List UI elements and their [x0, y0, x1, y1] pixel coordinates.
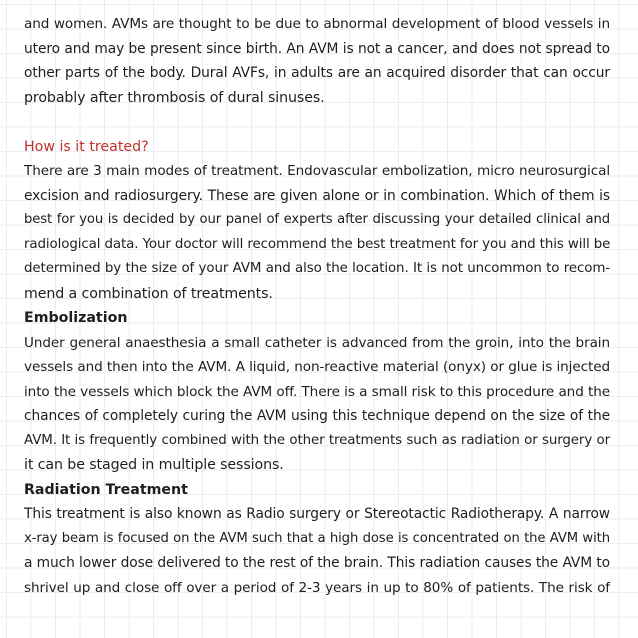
embolization-paragraph: [24, 331, 610, 478]
embolization-line: vessels and then into the AVM. A liquid, non-reactive material (onyx) or glue is injected: [24, 359, 610, 375]
section-heading-treatment: How is it treated?: [24, 138, 149, 155]
treatment-line: There are 3 main modes of treatment. Endovascular embolization, micro neurosurgical: [24, 163, 610, 179]
embolization-line: chances of completely curing the AVM using this technique depend on the size of the: [24, 408, 610, 424]
treatment-line: mend a combination of treatments.: [24, 285, 273, 302]
embolization-line: Under general anaesthesia a small catheter is advanced from the groin, into the brain: [24, 334, 610, 351]
treatment-line: best for you is decided by our panel of experts after discussing your detailed clinical and: [24, 212, 610, 227]
subheading-embolization: Embolization: [24, 310, 128, 326]
intro-paragraph: [24, 12, 610, 110]
intro-line: probably after thrombosis of dural sinuses.: [24, 89, 325, 106]
intro-line: other parts of the body. Dural AVFs, in adults are an acquired disorder that can occur: [24, 65, 610, 81]
embolization-line: into the vessels which block the AVM off. There is a small risk to this procedure and the: [24, 383, 610, 400]
intro-line: utero and may be present since birth. An AVM is not a cancer, and does not spread to: [24, 40, 610, 57]
subheading-radiation-treatment: Radiation Treatment: [24, 481, 188, 498]
intro-line: and women. AVMs are thought to be due to abnormal development of blood vessels in: [24, 16, 610, 32]
document-page: [24, 12, 610, 600]
treatment-paragraph: [24, 159, 610, 306]
radiation-line: This treatment is also known as Radio surgery or Stereotactic Radiotherapy. A narrow: [24, 506, 610, 522]
radiation-paragraph: [24, 502, 610, 600]
radiation-line: shrivel up and close off over a period of 2-3 years in up to 80% of patients. The risk of: [24, 579, 610, 596]
paragraph-spacer: [24, 110, 610, 135]
treatment-line: excision and radiosurgery. These are given alone or in combination. Which of them is: [24, 187, 610, 204]
radiation-line: x-ray beam is focused on the AVM such that a high dose is concentrated on the AVM with: [24, 530, 610, 546]
embolization-line: it can be staged in multiple sessions.: [24, 457, 284, 473]
treatment-line: determined by the size of your AVM and also the location. It is not uncommon to recom-: [24, 261, 610, 276]
radiation-line: a much lower dose delivered to the rest of the brain. This radiation causes the AVM to: [24, 555, 610, 571]
embolization-line: AVM. It is frequently combined with the other treatments such as radiation or surgery or: [24, 432, 610, 448]
treatment-line: radiological data. Your doctor will recommend the best treatment for you and this will be: [24, 236, 611, 252]
